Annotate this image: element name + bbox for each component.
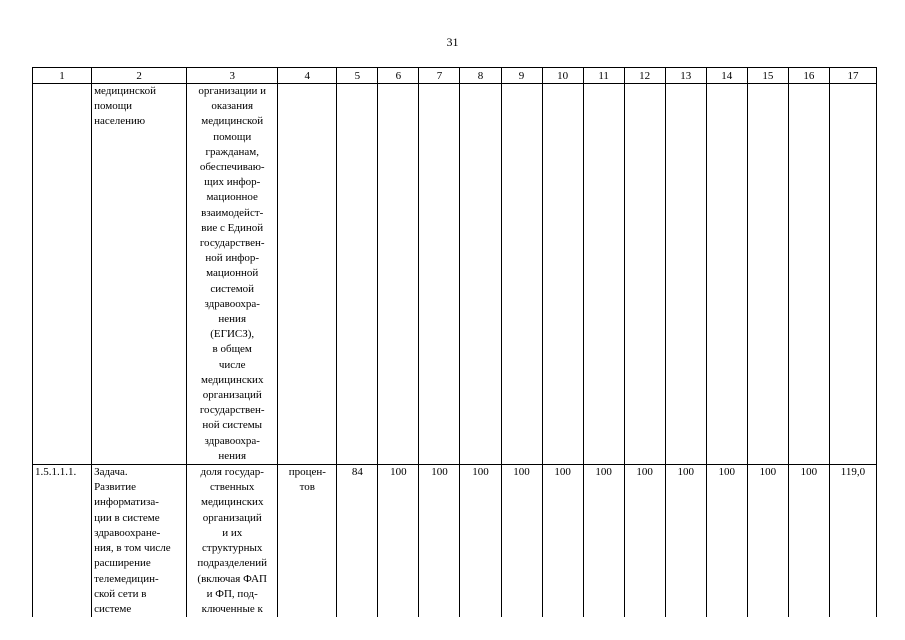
header-cell-14: 14 [706,68,747,84]
table-row [33,84,877,465]
header-cell-15: 15 [747,68,788,84]
row1-cell-value-14 [706,84,747,465]
header-cell-7: 7 [419,68,460,84]
header-cell-6: 6 [378,68,419,84]
header-cell-17: 17 [829,68,876,84]
row1-cell-value-10 [542,84,583,465]
row2-cell-value-12: 100 [624,465,665,618]
row2-cell-value-15: 100 [747,465,788,618]
row1-cell-value-7 [419,84,460,465]
row1-cell-value-12 [624,84,665,465]
header-cell-11: 11 [583,68,624,84]
row2-cell-value-8: 100 [460,465,501,618]
row2-cell-value-17: 119,0 [829,465,876,618]
row1-cell-value-15 [747,84,788,465]
row1-cell-number [33,84,92,465]
header-cell-10: 10 [542,68,583,84]
header-cell-13: 13 [665,68,706,84]
row1-cell-value-8 [460,84,501,465]
row2-cell-value-6: 100 [378,465,419,618]
header-cell-3: 3 [187,68,278,84]
row2-cell-unit: процен- тов [278,465,337,618]
row2-cell-value-14: 100 [706,465,747,618]
row1-cell-name: медицинской помощи населению [92,84,187,465]
row2-cell-value-7: 100 [419,465,460,618]
row2-cell-indicator: доля государ- ственных медицинских организаций и их структурных подразделений (включая ФАП и ФП, под- ключенные к [187,465,278,618]
row2-cell-value-9: 100 [501,465,542,618]
row1-cell-value-17 [829,84,876,465]
header-cell-16: 16 [788,68,829,84]
header-cell-1: 1 [33,68,92,84]
row2-cell-name: Задача. Развитие информатиза- ции в системе здравоохране- ния, в том числе расширение телемедицин- ской сети в системе [92,465,187,618]
row2-cell-value-16: 100 [788,465,829,618]
table-header-row [33,68,877,84]
row1-cell-value-13 [665,84,706,465]
row2-cell-value-10: 100 [542,465,583,618]
row1-cell-value-9 [501,84,542,465]
row1-cell-indicator: организации и оказания медицинской помощи гражданам, обеспечиваю- щих инфор- мационное взаимодейст- вие с Единой государствен- ной инфор- мационной системой здравоохра- нения (ЕГИСЗ), в общем числе медицинских организаций государствен- ной системы здравоохра- нения [187,84,278,465]
header-cell-2: 2 [92,68,187,84]
row2-cell-value-11: 100 [583,465,624,618]
header-cell-9: 9 [501,68,542,84]
table-row [33,465,877,618]
header-cell-8: 8 [460,68,501,84]
indicator-table [32,67,877,617]
row1-cell-value-11 [583,84,624,465]
row2-cell-value-13: 100 [665,465,706,618]
row1-cell-unit [278,84,337,465]
page-number: 31 [446,35,459,49]
row1-cell-value-5 [337,84,378,465]
header-cell-5: 5 [337,68,378,84]
header-cell-12: 12 [624,68,665,84]
row1-cell-value-6 [378,84,419,465]
header-cell-4: 4 [278,68,337,84]
row2-cell-number: 1.5.1.1.1. [33,465,92,618]
row1-cell-value-16 [788,84,829,465]
row2-cell-value-5: 84 [337,465,378,618]
